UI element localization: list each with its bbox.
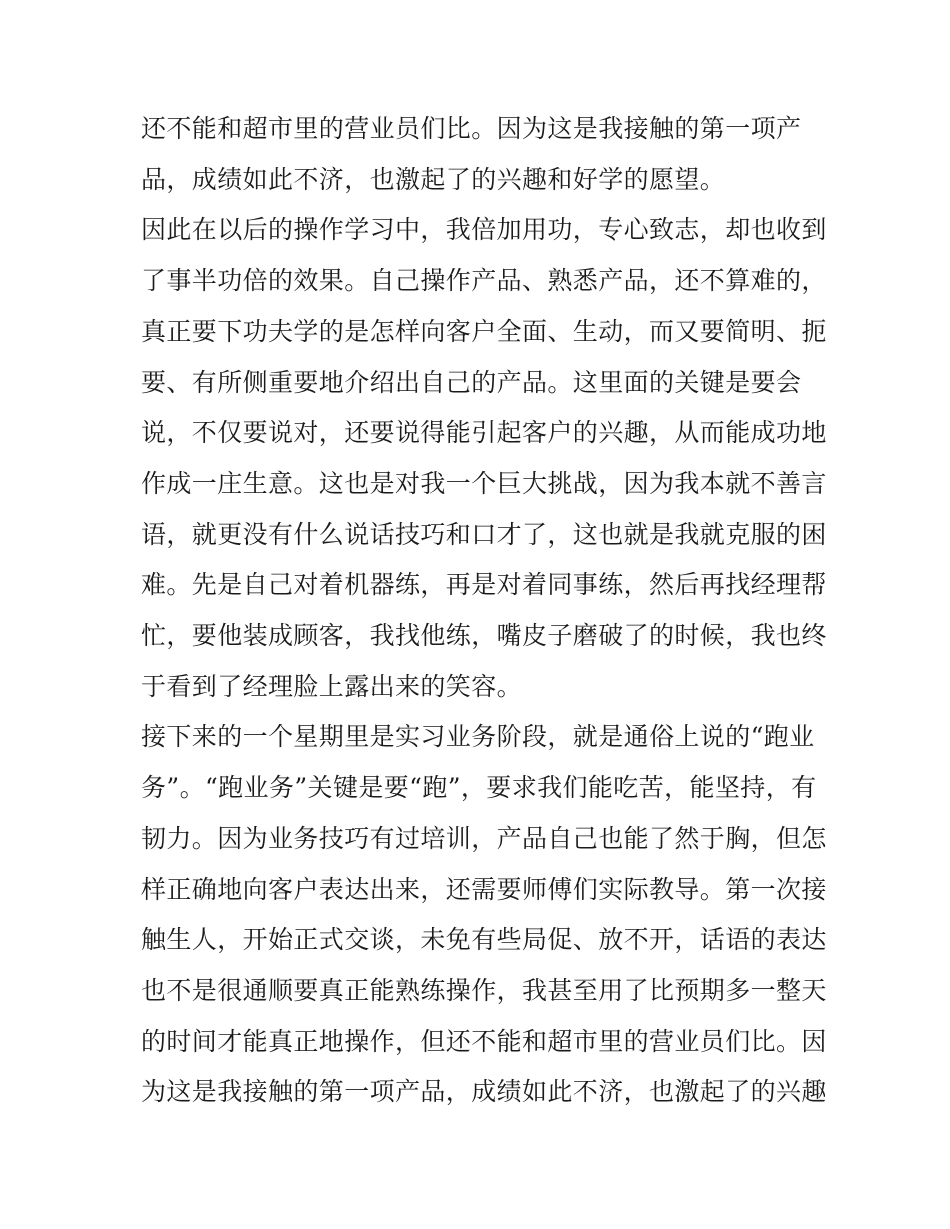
text-line: 为这是我接触的第一项产品，成绩如此不济，也激起了的兴趣 xyxy=(141,1077,827,1107)
text-line: 韧力。因为业务技巧有过培训，产品自己也能了然于胸，但怎 xyxy=(141,823,827,853)
text-line: 务”。“跑业务”关键是要“跑”，要求我们能吃苦，能坚持，有 xyxy=(141,773,817,803)
text-line: 语，就更没有什么说话技巧和口才了，这也就是我就克服的困 xyxy=(141,519,827,549)
text-line: 品，成绩如此不济，也激起了的兴趣和好学的愿望。 xyxy=(141,164,726,194)
text-line: 了事半功倍的效果。自己操作产品、熟悉产品，还不算难的， xyxy=(141,266,827,296)
text-line: 也不是很通顺要真正能熟练操作，我甚至用了比预期多一整天 xyxy=(141,975,827,1005)
text-line: 要、有所侧重要地介绍出自己的产品。这里面的关键是要会 xyxy=(141,367,802,397)
text-line: 触生人，开始正式交谈，未免有些局促、放不开，话语的表达 xyxy=(141,925,827,955)
text-line: 难。先是自己对着机器练，再是对着同事练，然后再找经理帮 xyxy=(141,570,827,600)
text-line: 真正要下功夫学的是怎样向客户全面、生动，而又要简明、扼 xyxy=(141,316,827,346)
text-line: 作成一庄生意。这也是对我一个巨大挑战，因为我本就不善言 xyxy=(141,468,827,498)
text-line: 接下来的一个星期里是实习业务阶段，就是通俗上说的“跑业 xyxy=(141,722,815,752)
text-line: 因此在以后的操作学习中，我倍加用功，专心致志，却也收到 xyxy=(141,215,827,245)
text-line: 还不能和超市里的营业员们比。因为这是我接触的第一项产 xyxy=(141,114,802,143)
text-line: 说，不仅要说对，还要说得能引起客户的兴趣，从而能成功地 xyxy=(141,418,827,448)
text-line: 的时间才能真正地操作，但还不能和超市里的营业员们比。因 xyxy=(141,1026,827,1056)
body-text xyxy=(141,104,827,1118)
text-line: 忙，要他装成顾客，我找他练，嘴皮子磨破了的时候，我也终 xyxy=(141,621,827,651)
text-line: 样正确地向客户表达出来，还需要师傅们实际教导。第一次接 xyxy=(141,874,827,904)
text-line: 于看到了经理脸上露出来的笑容。 xyxy=(141,671,523,701)
